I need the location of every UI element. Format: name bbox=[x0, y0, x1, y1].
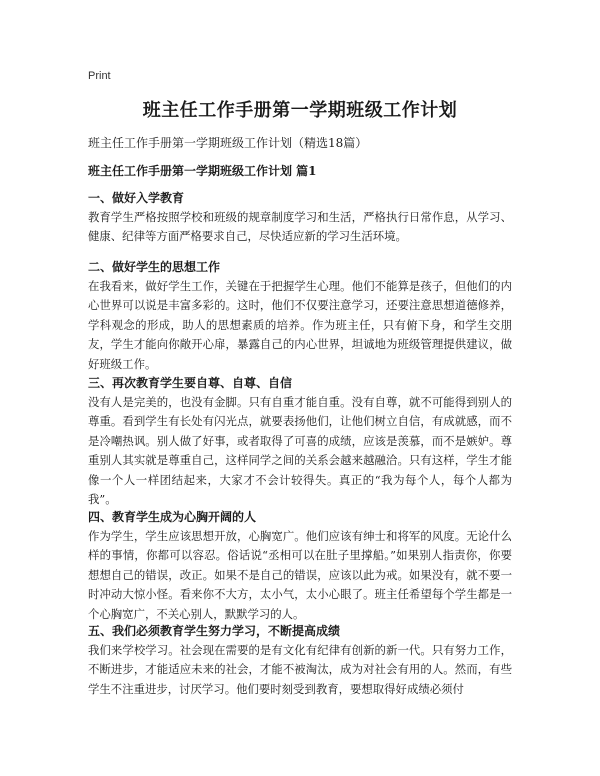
print-label: Print bbox=[88, 70, 111, 82]
section-2-paragraph: 在我看来，做好学生工作，关键在于把握学生心理。他们不能算是孩子，但他们的内心世界可以说是丰富多彩的。这时，他们不仅要注意学习，还要注意思想道德修养，学科观念的形成，助人的思想素质的培养。作为班主任，只有俯下身，和学生交朋友，学生才能向你敞开心扉，暴露自己的内心世界，坦诚地为班级管理提供建议，做好班级工作。 bbox=[88, 279, 512, 371]
section-5-paragraph: 我们来学校学习。社会现在需要的是有文化有纪律有创新的新一代。只有努力工作，不断进步，才能适应未来的社会，才能不被淘汰，成为对社会有用的人。然而，有些学生不注重进步，讨厌学习。他们要时刻受到教育，要想取得好成绩必须付 bbox=[88, 643, 512, 696]
section-5-heading: 五、我们必须教育学生努力学习，不断提高成绩 bbox=[88, 624, 341, 638]
page-title: 班主任工作手册第一学期班级工作计划 bbox=[142, 100, 458, 121]
page-subtitle: 班主任工作手册第一学期班级工作计划（精选18篇） bbox=[88, 136, 368, 150]
section-4-heading: 四、教育学生成为心胸开阔的人 bbox=[88, 510, 257, 524]
article-heading: 班主任工作手册第一学期班级工作计划 篇1 bbox=[88, 164, 317, 178]
section-1-paragraph: 教育学生严格按照学校和班级的规章制度学习和生活，严格执行日常作息，从学习、健康、纪律等方面严格要求自己，尽快适应新的学习生活环境。 bbox=[88, 210, 512, 244]
section-3-paragraph: 没有人是完美的，也没有金脚。只有自重才能自重。没有自尊，就不可能得到别人的尊重。看到学生有长处有闪光点，就要表扬他们，让他们树立自信，有成就感，而不是冷嘲热讽。别人做了好事，或者取得了可喜的成绩，应该是羡慕，而不是嫉妒。尊重别人其实就是尊重自己，这样同学之间的关系会越来越融洽。只有这样，学生才能像一个人一样团结起来，大家才不会计较得失。真正的“我为每个人，每个人都为我”。 bbox=[88, 395, 512, 507]
section-1-heading: 一、做好入学教育 bbox=[88, 191, 185, 205]
section-2-heading: 二、做好学生的思想工作 bbox=[88, 260, 221, 274]
section-3-heading: 三、再次教育学生要自尊、自尊、自信 bbox=[88, 376, 293, 390]
section-4-paragraph: 作为学生，学生应该思想开放，心胸宽广。他们应该有绅士和将军的风度。无论什么样的事情，你都可以容忍。俗话说“丞相可以在肚子里撑船。”如果别人指责你，你要想想自己的错误，改正。如果不是自己的错误，应该以此为戒。如果没有，就不要一时冲动大惊小怪。看来你不大方，太小气，太小心眼了。班主任希望每个学生都是一个心胸宽广，不关心别人，默默学习的人。 bbox=[88, 529, 512, 621]
